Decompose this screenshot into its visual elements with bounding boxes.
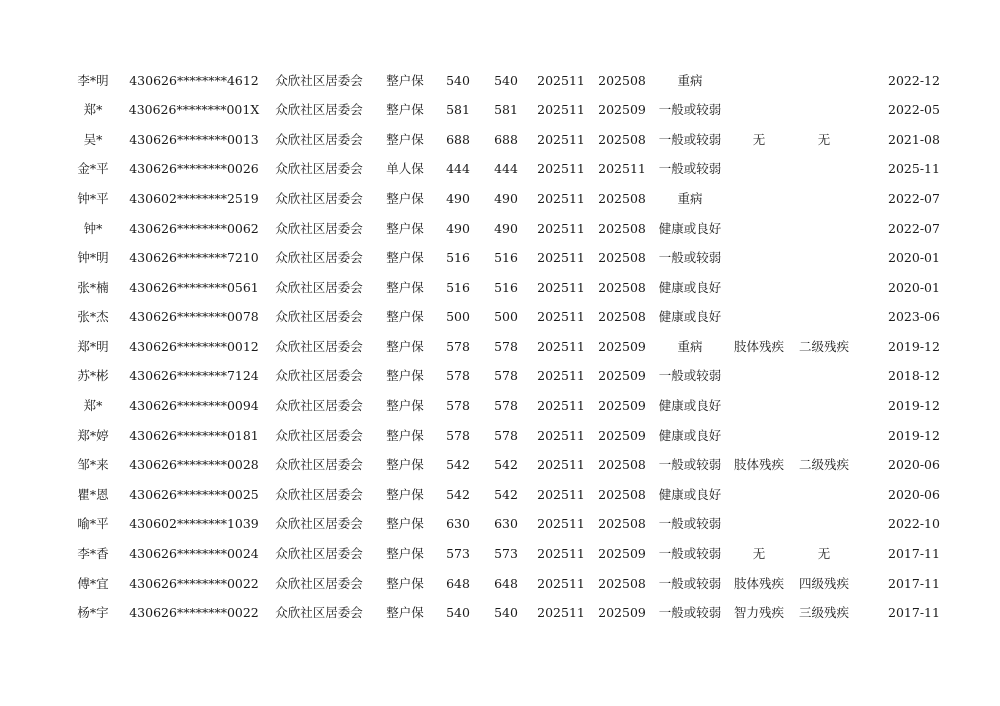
disability-level-cell: [790, 96, 858, 126]
table-row: [60, 125, 940, 155]
disability-type-cell: [728, 214, 790, 244]
id-number-cell: 430626********0078: [129, 309, 259, 325]
name-cell: 李*明: [77, 72, 109, 88]
amount-total-cell: 542: [494, 457, 518, 473]
amount-cell: 581: [446, 102, 470, 118]
end-month-cell: 202508: [598, 72, 646, 88]
spacer-cell: [858, 362, 888, 392]
table-row: [60, 303, 940, 333]
amount-cell: 688: [446, 131, 470, 147]
coverage-type-cell: 整户保: [386, 220, 424, 236]
amount-cell: 578: [446, 398, 470, 414]
date-cell: 2017-11: [888, 575, 940, 591]
organization-cell: 众欣社区居委会: [275, 368, 363, 384]
health-status-cell: 一般或较弱: [658, 368, 722, 384]
name-cell: 苏*彬: [77, 368, 109, 384]
end-month-cell: 202508: [598, 516, 646, 532]
amount-cell: 578: [446, 427, 470, 443]
end-month-cell: 202508: [598, 250, 646, 266]
amount-total-cell: 540: [494, 605, 518, 621]
disability-type-cell: [728, 362, 790, 392]
disability-type-cell: [728, 510, 790, 540]
health-status-cell: 一般或较弱: [658, 250, 722, 266]
start-month-cell: 202511: [537, 605, 585, 621]
coverage-type-cell: 单人保: [386, 161, 424, 177]
coverage-type-cell: 整户保: [386, 309, 424, 325]
disability-type-cell: [728, 480, 790, 510]
health-status-cell: 健康或良好: [658, 220, 722, 236]
health-status-cell: 健康或良好: [658, 279, 722, 295]
table-row: [60, 421, 940, 451]
spacer-cell: [858, 273, 888, 303]
organization-cell: 众欣社区居委会: [275, 309, 363, 325]
amount-total-cell: 578: [494, 338, 518, 354]
amount-cell: 444: [446, 161, 470, 177]
spacer-cell: [858, 66, 888, 96]
name-cell: 杨*宇: [77, 605, 109, 621]
amount-total-cell: 542: [494, 486, 518, 502]
spacer-cell: [858, 599, 888, 629]
coverage-type-cell: 整户保: [386, 368, 424, 384]
end-month-cell: 202508: [598, 309, 646, 325]
spacer-cell: [858, 510, 888, 540]
amount-cell: 542: [446, 457, 470, 473]
health-status-cell: 健康或良好: [658, 398, 722, 414]
disability-level-cell: 四级残疾: [798, 575, 849, 591]
date-cell: 2019-12: [888, 338, 940, 354]
end-month-cell: 202508: [598, 279, 646, 295]
health-status-cell: 一般或较弱: [658, 575, 722, 591]
id-number-cell: 430626********0012: [129, 338, 259, 354]
end-month-cell: 202509: [598, 398, 646, 414]
amount-total-cell: 573: [494, 546, 518, 562]
organization-cell: 众欣社区居委会: [275, 486, 363, 502]
amount-cell: 516: [446, 279, 470, 295]
disability-level-cell: [790, 303, 858, 333]
start-month-cell: 202511: [537, 516, 585, 532]
id-number-cell: 430626********7210: [129, 250, 259, 266]
date-cell: 2022-05: [888, 102, 940, 118]
end-month-cell: 202511: [598, 161, 646, 177]
id-number-cell: 430602********1039: [129, 516, 259, 532]
health-status-cell: 一般或较弱: [658, 102, 722, 118]
disability-level-cell: [790, 421, 858, 451]
spacer-cell: [858, 155, 888, 185]
disability-level-cell: 无: [817, 546, 831, 562]
organization-cell: 众欣社区居委会: [275, 72, 363, 88]
id-number-cell: 430626********0025: [129, 486, 259, 502]
coverage-type-cell: 整户保: [386, 398, 424, 414]
table-row: [60, 96, 940, 126]
coverage-type-cell: 整户保: [386, 457, 424, 473]
date-cell: 2022-10: [888, 516, 940, 532]
disability-type-cell: [728, 66, 790, 96]
organization-cell: 众欣社区居委会: [275, 546, 363, 562]
disability-level-cell: 二级残疾: [798, 338, 849, 354]
organization-cell: 众欣社区居委会: [275, 220, 363, 236]
health-status-cell: 一般或较弱: [658, 161, 722, 177]
start-month-cell: 202511: [537, 457, 585, 473]
amount-total-cell: 490: [494, 190, 518, 206]
disability-type-cell: [728, 155, 790, 185]
end-month-cell: 202509: [598, 102, 646, 118]
start-month-cell: 202511: [537, 72, 585, 88]
amount-total-cell: 500: [494, 309, 518, 325]
date-cell: 2022-07: [888, 190, 940, 206]
organization-cell: 众欣社区居委会: [275, 516, 363, 532]
start-month-cell: 202511: [537, 546, 585, 562]
amount-cell: 648: [446, 575, 470, 591]
end-month-cell: 202508: [598, 575, 646, 591]
disability-level-cell: [790, 184, 858, 214]
organization-cell: 众欣社区居委会: [275, 427, 363, 443]
table-row: [60, 362, 940, 392]
amount-total-cell: 630: [494, 516, 518, 532]
date-cell: 2025-11: [888, 161, 940, 177]
table-row: [60, 480, 940, 510]
name-cell: 钟*: [83, 220, 103, 236]
table-row: [60, 599, 940, 629]
amount-cell: 540: [446, 72, 470, 88]
amount-cell: 542: [446, 486, 470, 502]
table-row: [60, 332, 940, 362]
date-cell: 2019-12: [888, 427, 940, 443]
organization-cell: 众欣社区居委会: [275, 575, 363, 591]
health-status-cell: 一般或较弱: [658, 605, 722, 621]
amount-total-cell: 444: [494, 161, 518, 177]
disability-level-cell: [790, 392, 858, 422]
name-cell: 吴*: [83, 131, 103, 147]
organization-cell: 众欣社区居委会: [275, 279, 363, 295]
end-month-cell: 202508: [598, 486, 646, 502]
date-cell: 2023-06: [888, 309, 940, 325]
amount-total-cell: 688: [494, 131, 518, 147]
date-cell: 2022-07: [888, 220, 940, 236]
id-number-cell: 430626********0022: [129, 575, 259, 591]
disability-level-cell: 三级残疾: [798, 605, 849, 621]
coverage-type-cell: 整户保: [386, 546, 424, 562]
coverage-type-cell: 整户保: [386, 102, 424, 118]
health-status-cell: 健康或良好: [658, 309, 722, 325]
end-month-cell: 202508: [598, 457, 646, 473]
disability-level-cell: [790, 510, 858, 540]
records-body: [60, 66, 940, 628]
id-number-cell: 430626********0181: [129, 427, 259, 443]
disability-type-cell: [728, 96, 790, 126]
table-row: [60, 244, 940, 274]
coverage-type-cell: 整户保: [386, 131, 424, 147]
amount-cell: 573: [446, 546, 470, 562]
organization-cell: 众欣社区居委会: [275, 338, 363, 354]
amount-cell: 578: [446, 368, 470, 384]
start-month-cell: 202511: [537, 220, 585, 236]
id-number-cell: 430626********0022: [129, 605, 259, 621]
disability-type-cell: [728, 392, 790, 422]
organization-cell: 众欣社区居委会: [275, 250, 363, 266]
amount-cell: 578: [446, 338, 470, 354]
records-table: [60, 66, 940, 628]
name-cell: 金*平: [77, 161, 109, 177]
end-month-cell: 202509: [598, 427, 646, 443]
name-cell: 喻*平: [77, 516, 109, 532]
name-cell: 张*楠: [77, 279, 109, 295]
spacer-cell: [858, 332, 888, 362]
amount-total-cell: 578: [494, 398, 518, 414]
coverage-type-cell: 整户保: [386, 190, 424, 206]
id-number-cell: 430602********2519: [129, 190, 259, 206]
end-month-cell: 202509: [598, 338, 646, 354]
health-status-cell: 健康或良好: [658, 427, 722, 443]
organization-cell: 众欣社区居委会: [275, 190, 363, 206]
name-cell: 傅*宜: [77, 575, 109, 591]
table-row: [60, 540, 940, 570]
id-number-cell: 430626********0028: [129, 457, 259, 473]
date-cell: 2020-01: [888, 250, 940, 266]
end-month-cell: 202509: [598, 368, 646, 384]
amount-total-cell: 578: [494, 368, 518, 384]
spacer-cell: [858, 303, 888, 333]
id-number-cell: 430626********7124: [129, 368, 259, 384]
table-row: [60, 184, 940, 214]
spacer-cell: [858, 392, 888, 422]
name-cell: 瞿*恩: [77, 486, 109, 502]
date-cell: 2020-01: [888, 279, 940, 295]
start-month-cell: 202511: [537, 486, 585, 502]
name-cell: 郑*: [83, 398, 103, 414]
date-cell: 2019-12: [888, 398, 940, 414]
disability-type-cell: 肢体残疾: [733, 575, 784, 591]
id-number-cell: 430626********0062: [129, 220, 259, 236]
disability-level-cell: 无: [817, 131, 831, 147]
amount-cell: 490: [446, 220, 470, 236]
end-month-cell: 202509: [598, 605, 646, 621]
amount-cell: 540: [446, 605, 470, 621]
start-month-cell: 202511: [537, 368, 585, 384]
health-status-cell: 一般或较弱: [658, 516, 722, 532]
disability-type-cell: [728, 184, 790, 214]
amount-total-cell: 540: [494, 72, 518, 88]
id-number-cell: 430626********0094: [129, 398, 259, 414]
start-month-cell: 202511: [537, 338, 585, 354]
spacer-cell: [858, 480, 888, 510]
date-cell: 2020-06: [888, 486, 940, 502]
end-month-cell: 202509: [598, 546, 646, 562]
date-cell: 2018-12: [888, 368, 940, 384]
amount-total-cell: 490: [494, 220, 518, 236]
date-cell: 2021-08: [888, 131, 940, 147]
disability-type-cell: [728, 421, 790, 451]
disability-level-cell: 二级残疾: [798, 457, 849, 473]
disability-type-cell: 智力残疾: [733, 605, 784, 621]
id-number-cell: 430626********0561: [129, 279, 259, 295]
start-month-cell: 202511: [537, 427, 585, 443]
amount-total-cell: 516: [494, 250, 518, 266]
id-number-cell: 430626********0013: [129, 131, 259, 147]
amount-total-cell: 516: [494, 279, 518, 295]
table-row: [60, 273, 940, 303]
disability-level-cell: [790, 214, 858, 244]
id-number-cell: 430626********0024: [129, 546, 259, 562]
name-cell: 郑*: [83, 102, 103, 118]
disability-level-cell: [790, 362, 858, 392]
coverage-type-cell: 整户保: [386, 486, 424, 502]
organization-cell: 众欣社区居委会: [275, 398, 363, 414]
amount-total-cell: 578: [494, 427, 518, 443]
table-row: [60, 451, 940, 481]
disability-level-cell: [790, 66, 858, 96]
spacer-cell: [858, 451, 888, 481]
table-row: [60, 569, 940, 599]
table-row: [60, 510, 940, 540]
amount-total-cell: 581: [494, 102, 518, 118]
disability-type-cell: [728, 273, 790, 303]
start-month-cell: 202511: [537, 161, 585, 177]
spacer-cell: [858, 125, 888, 155]
disability-type-cell: 无: [752, 131, 766, 147]
health-status-cell: 一般或较弱: [658, 131, 722, 147]
coverage-type-cell: 整户保: [386, 279, 424, 295]
disability-level-cell: [790, 155, 858, 185]
disability-type-cell: [728, 244, 790, 274]
id-number-cell: 430626********0026: [129, 161, 259, 177]
date-cell: 2017-11: [888, 546, 940, 562]
disability-level-cell: [790, 480, 858, 510]
id-number-cell: 430626********001X: [128, 102, 260, 118]
start-month-cell: 202511: [537, 190, 585, 206]
name-cell: 钟*明: [77, 250, 109, 266]
health-status-cell: 一般或较弱: [658, 457, 722, 473]
name-cell: 郑*明: [77, 338, 109, 354]
spacer-cell: [858, 569, 888, 599]
end-month-cell: 202508: [598, 190, 646, 206]
name-cell: 邹*来: [77, 457, 109, 473]
disability-type-cell: 无: [752, 546, 766, 562]
organization-cell: 众欣社区居委会: [275, 131, 363, 147]
table-row: [60, 392, 940, 422]
date-cell: 2022-12: [888, 72, 940, 88]
name-cell: 李*香: [77, 546, 109, 562]
disability-type-cell: [728, 303, 790, 333]
start-month-cell: 202511: [537, 309, 585, 325]
start-month-cell: 202511: [537, 131, 585, 147]
health-status-cell: 重病: [677, 72, 703, 88]
coverage-type-cell: 整户保: [386, 516, 424, 532]
date-cell: 2017-11: [888, 605, 940, 621]
organization-cell: 众欣社区居委会: [275, 102, 363, 118]
spacer-cell: [858, 96, 888, 126]
spacer-cell: [858, 244, 888, 274]
coverage-type-cell: 整户保: [386, 338, 424, 354]
coverage-type-cell: 整户保: [386, 575, 424, 591]
health-status-cell: 一般或较弱: [658, 546, 722, 562]
organization-cell: 众欣社区居委会: [275, 161, 363, 177]
spacer-cell: [858, 214, 888, 244]
disability-type-cell: 肢体残疾: [733, 457, 784, 473]
health-status-cell: 重病: [677, 190, 703, 206]
table-row: [60, 214, 940, 244]
amount-total-cell: 648: [494, 575, 518, 591]
start-month-cell: 202511: [537, 279, 585, 295]
amount-cell: 516: [446, 250, 470, 266]
start-month-cell: 202511: [537, 575, 585, 591]
organization-cell: 众欣社区居委会: [275, 457, 363, 473]
disability-level-cell: [790, 273, 858, 303]
name-cell: 张*杰: [77, 309, 109, 325]
end-month-cell: 202508: [598, 131, 646, 147]
start-month-cell: 202511: [537, 398, 585, 414]
health-status-cell: 重病: [677, 338, 703, 354]
start-month-cell: 202511: [537, 102, 585, 118]
amount-cell: 500: [446, 309, 470, 325]
end-month-cell: 202508: [598, 220, 646, 236]
coverage-type-cell: 整户保: [386, 605, 424, 621]
spacer-cell: [858, 540, 888, 570]
table-row: [60, 155, 940, 185]
coverage-type-cell: 整户保: [386, 72, 424, 88]
disability-level-cell: [790, 244, 858, 274]
amount-cell: 490: [446, 190, 470, 206]
disability-type-cell: 肢体残疾: [733, 338, 784, 354]
name-cell: 钟*平: [77, 190, 109, 206]
coverage-type-cell: 整户保: [386, 427, 424, 443]
table-row: [60, 66, 940, 96]
id-number-cell: 430626********4612: [129, 72, 259, 88]
spacer-cell: [858, 184, 888, 214]
health-status-cell: 健康或良好: [658, 486, 722, 502]
date-cell: 2020-06: [888, 457, 940, 473]
spacer-cell: [858, 421, 888, 451]
amount-cell: 630: [446, 516, 470, 532]
coverage-type-cell: 整户保: [386, 250, 424, 266]
start-month-cell: 202511: [537, 250, 585, 266]
name-cell: 郑*婷: [77, 427, 109, 443]
organization-cell: 众欣社区居委会: [275, 605, 363, 621]
